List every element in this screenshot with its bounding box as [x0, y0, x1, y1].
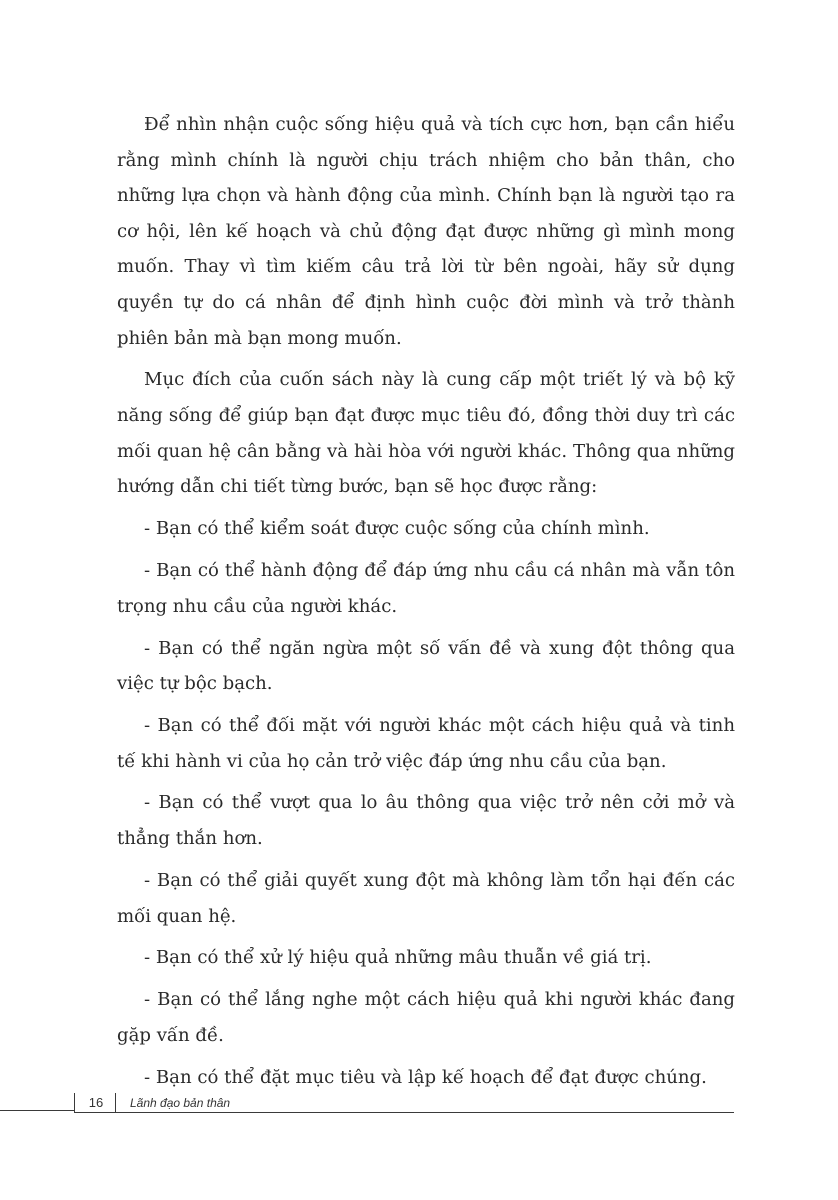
list-item: - Bạn có thể ngăn ngừa một số vấn đề và xung đột thông qua việc tự bộc bạch.: [117, 637, 735, 695]
paragraph-purpose: Mục đích của cuốn sách này là cung cấp một triết lý và bộ kỹ năng sống để giúp bạn đạt được mục tiêu đó, đồng thời duy trì các mối quan hệ cân bằng và hài hòa với người khác. Thông qua những hướng dẫn chi tiết từng bước, bạn sẽ học được rằng:: [117, 369, 735, 498]
list-item: - Bạn có thể kiểm soát được cuộc sống của chính mình.: [144, 518, 650, 540]
footer-rule-left: [0, 1110, 74, 1111]
paragraph-intro: Để nhìn nhận cuộc sống hiệu quả và tích cực hơn, bạn cần hiểu rằng mình chính là người chịu trách nhiệm cho bản thân, cho những lựa chọn và hành động của mình. Chính bạn là người tạo ra cơ hội, lên kế hoạch và chủ động đạt được những gì mình mong muốn. Thay vì tìm kiếm câu trả lời từ bên ngoài, hãy sử dụng quyền tự do cá nhân để định hình cuộc đời mình và trở thành phiên bản mà bạn mong muốn.: [117, 114, 735, 349]
page-number-box: [74, 1093, 116, 1113]
list-item: - Bạn có thể lắng nghe một cách hiệu quả khi người khác đang gặp vấn đề.: [117, 989, 735, 1046]
running-title: Lãnh đạo bản thân: [130, 1096, 231, 1110]
footer-rule-right: [116, 1112, 734, 1113]
list-item: - Bạn có thể hành động để đáp ứng nhu cầu cá nhân mà vẫn tôn trọng nhu cầu của người khác.: [117, 560, 735, 617]
page-footer: [0, 1090, 838, 1120]
body-text: [117, 107, 735, 1102]
list-item: - Bạn có thể vượt qua lo âu thông qua việc trở nên cởi mở và thẳng thắn hơn.: [117, 792, 735, 850]
list-item: - Bạn có thể giải quyết xung đột mà không làm tổn hại đến các mối quan hệ.: [117, 869, 735, 927]
list-item: - Bạn có thể đối mặt với người khác một cách hiệu quả và tinh tế khi hành vi của họ cản trở việc đáp ứng nhu cầu của bạn.: [117, 714, 735, 772]
page-number: 16: [88, 1095, 104, 1110]
list-item: - Bạn có thể đặt mục tiêu và lập kế hoạch để đạt được chúng.: [144, 1066, 707, 1088]
list-item: - Bạn có thể xử lý hiệu quả những mâu thuẫn về giá trị.: [144, 947, 652, 969]
